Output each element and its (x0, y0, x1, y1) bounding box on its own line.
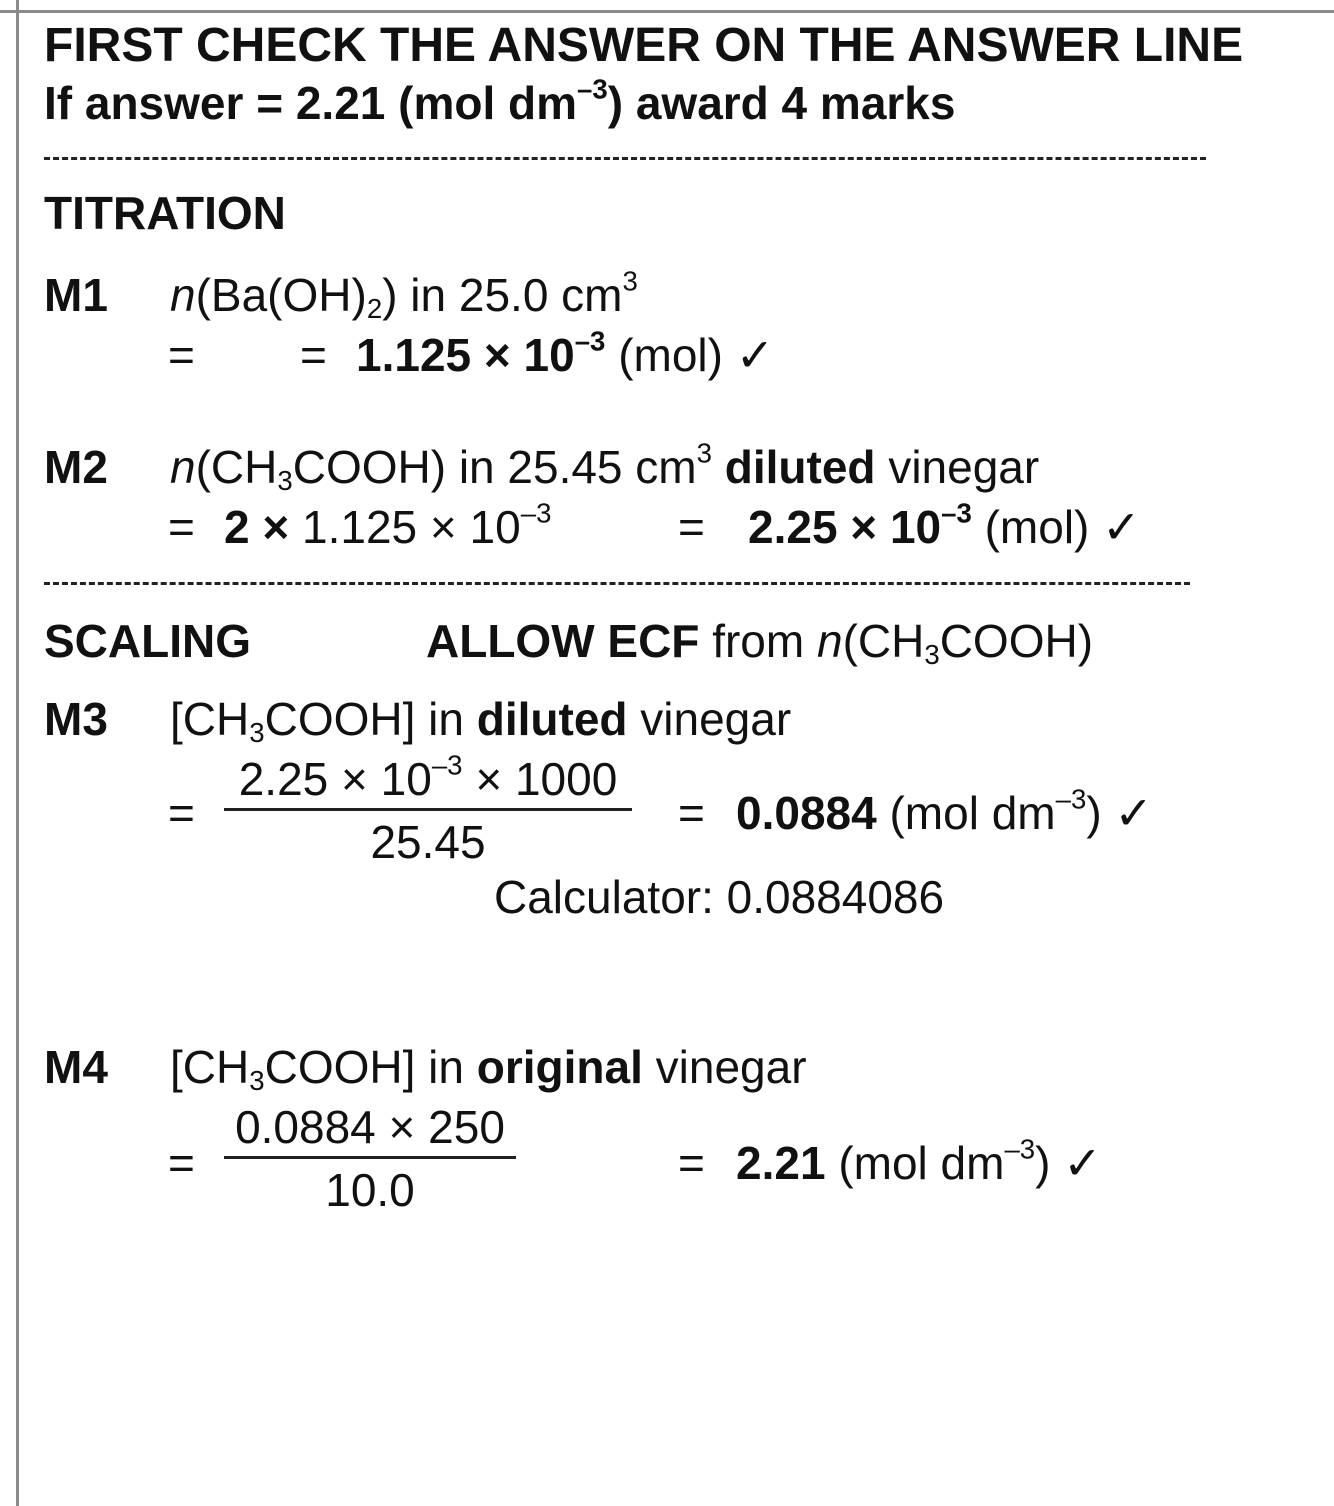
m4-tick-icon: ✓ (1063, 1137, 1102, 1189)
header-line-2-prefix: If answer = 2.21 (mol dm (44, 77, 578, 129)
m2-calc: 1.125 × 10 (302, 501, 521, 553)
m4-l1-a: [CH (170, 1041, 250, 1093)
m2-calc-bold: 2 × (224, 501, 290, 553)
m3-num-exponent: –3 (431, 749, 463, 781)
titration-heading: TITRATION (44, 187, 286, 239)
m4-equals-1: = (168, 1137, 195, 1189)
m4-unit-exponent: –3 (1004, 1133, 1036, 1165)
m2-equals-2: = (678, 501, 705, 553)
m4-bold-word: original (476, 1041, 643, 1093)
m1-n: n (170, 269, 196, 321)
m1-l1-sup: 3 (622, 265, 638, 297)
m3-unit-a: (mol dm (889, 787, 1056, 839)
m4-equals-2: = (678, 1137, 705, 1189)
m4-l1-end: vinegar (655, 1041, 807, 1093)
m2-unit: (mol) (984, 501, 1090, 553)
m3-num-a: 2.25 × 10 (238, 753, 432, 805)
m2-n: n (170, 441, 196, 493)
m2-l1-end: vinegar (888, 441, 1040, 493)
dashed-divider-1 (44, 157, 1206, 160)
m2-calculation (224, 497, 552, 553)
m1-l1-a: (Ba(OH) (195, 269, 367, 321)
m3-label: M3 (44, 693, 108, 745)
m2-l1-sub: 3 (277, 464, 293, 496)
m2-calc-exponent: –3 (520, 497, 552, 529)
m3-line-1 (170, 693, 792, 748)
m3-unit-exponent: –3 (1055, 783, 1087, 815)
m2-l1-sup: 3 (696, 437, 712, 469)
m4-numerator: 0.0884 × 250 (224, 1104, 516, 1159)
m2-equals-1: = (168, 501, 195, 553)
m2-result-exponent: –3 (941, 497, 972, 529)
m4-result (736, 1133, 1102, 1189)
m4-unit-a: (mol dm (838, 1137, 1005, 1189)
m1-unit: (mol) (618, 329, 723, 381)
m2-l1-b: COOH) in 25.45 cm (292, 441, 697, 493)
m2-l1-a: (CH (195, 441, 278, 493)
m1-tick-icon: ✓ (735, 329, 775, 381)
m2-label: M2 (44, 441, 108, 493)
m2-result-value: 2.25 × 10 (748, 501, 942, 553)
m3-denominator: 25.45 (370, 816, 486, 868)
m4-l1-sub: 3 (249, 1064, 265, 1096)
ecf-from: from (712, 615, 805, 667)
m1-line-1 (170, 265, 638, 324)
header-line-2-suffix: ) award 4 marks (607, 77, 956, 129)
m3-tick-icon: ✓ (1114, 787, 1153, 839)
m3-l1-b: COOH] in (264, 693, 464, 745)
header-line-1: FIRST CHECK THE ANSWER ON THE ANSWER LINE (44, 19, 1244, 72)
m3-bold-word: diluted (476, 693, 628, 745)
m3-result (736, 783, 1153, 839)
m4-fraction (224, 1101, 516, 1216)
m3-l1-sub: 3 (249, 716, 265, 748)
m2-bold-word: diluted (724, 441, 876, 493)
m1-l1-sub: 2 (366, 292, 383, 324)
m4-denominator: 10.0 (325, 1164, 415, 1216)
m3-calculator-note: Calculator: 0.0884086 (494, 871, 945, 923)
header-line-2-exponent: –3 (577, 73, 608, 105)
m1-result-exponent: –3 (574, 325, 606, 357)
ecf-note (426, 615, 1094, 670)
m1-result-value: 1.125 × 10 (356, 329, 575, 381)
scaling-heading: SCALING (44, 615, 251, 667)
header-line-2 (44, 73, 956, 129)
m3-numerator (224, 749, 632, 811)
m1-label: M1 (44, 269, 108, 321)
ecf-bold: ALLOW ECF (426, 615, 700, 667)
m1-equals-2: = (300, 329, 327, 381)
m4-label: M4 (44, 1041, 108, 1093)
m3-l1-end: vinegar (640, 693, 792, 745)
m4-line-1 (170, 1041, 807, 1096)
m4-l1-b: COOH] in (264, 1041, 464, 1093)
top-border (0, 10, 1334, 13)
m3-fraction (224, 749, 632, 868)
left-border (16, 0, 19, 1506)
m3-equals-2: = (678, 787, 705, 839)
ecf-b: COOH) (939, 615, 1094, 667)
m4-result-value: 2.21 (736, 1137, 826, 1189)
m2-result (748, 497, 1141, 553)
m3-equals-1: = (168, 787, 195, 839)
ecf-n: n (816, 615, 843, 667)
ecf-sub: 3 (924, 638, 940, 670)
m3-num-b: × 1000 (475, 753, 618, 805)
m1-equals-1: = (168, 329, 195, 381)
m3-result-value: 0.0884 (736, 787, 877, 839)
m1-l1-b: ) in 25.0 cm (382, 269, 623, 321)
m2-line-1 (170, 437, 1040, 496)
m1-result (356, 325, 775, 381)
ecf-a: (CH (842, 615, 925, 667)
m4-unit-b: ) (1035, 1137, 1051, 1189)
m3-unit-b: ) (1086, 787, 1102, 839)
m3-l1-a: [CH (170, 693, 250, 745)
dashed-divider-2 (44, 582, 1190, 585)
m2-tick-icon: ✓ (1102, 501, 1141, 553)
